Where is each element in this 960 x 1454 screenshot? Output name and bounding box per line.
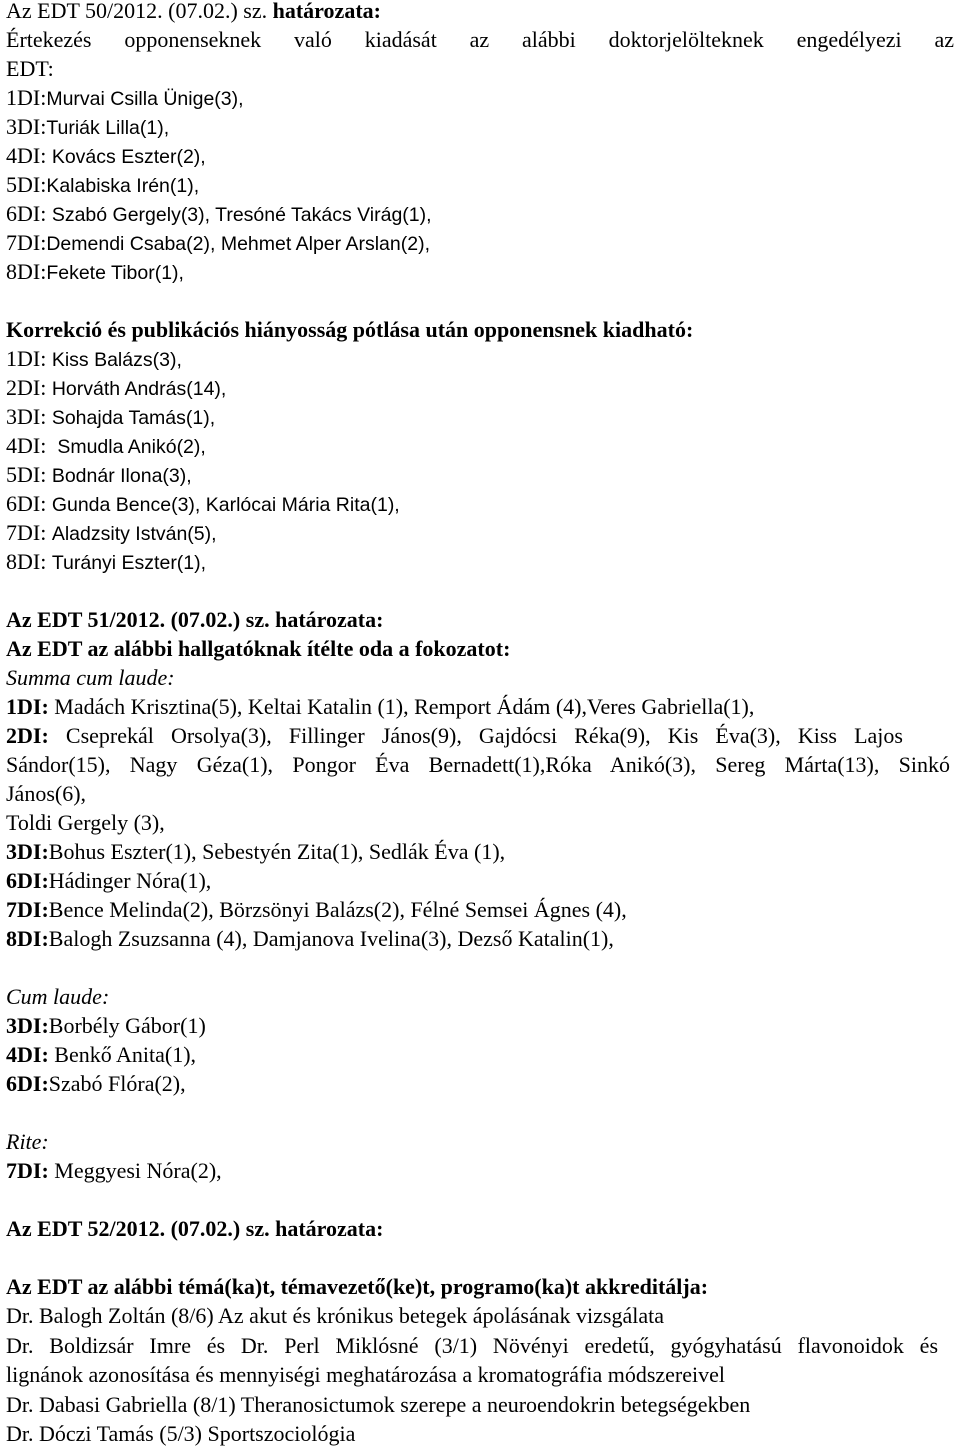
text-line (6, 1303, 664, 1329)
text-segment: Bence Melinda(2), Börzsönyi Balázs(2), Félné Semsei Ágnes (4), (48, 897, 627, 922)
text-segment: 3DI: (6, 1013, 49, 1038)
text-segment: Az EDT 52/2012. (07.02.) sz. (6, 1216, 276, 1241)
text-line (6, 868, 211, 894)
text-segment: Turányi Eszter(1), (51, 552, 207, 574)
text-line (6, 114, 169, 141)
text-segment: Toldi Gergely (3), (6, 810, 165, 835)
text-segment: 4DI: (6, 433, 58, 458)
text-line (6, 781, 86, 807)
text-line (6, 433, 206, 460)
text-segment: 8DI: (6, 926, 49, 951)
text-line (6, 1333, 938, 1359)
text-line (6, 1013, 206, 1039)
text-line (6, 27, 954, 53)
text-segment: Kiss Balázs(3), (51, 349, 182, 371)
text-line (6, 1392, 750, 1418)
text-segment: 2DI: (6, 375, 52, 400)
text-line (6, 1274, 708, 1300)
text-segment: Kovács Eszter(2), (51, 146, 206, 168)
text-line (6, 462, 192, 489)
text-line (6, 1362, 725, 1388)
text-segment: Az EDT az alábbi témá(ka)t, témavezető(ke)t, programo(ka)t akkreditálja: (6, 1274, 709, 1299)
text-segment: Dr. Balogh Zoltán (8/6) Az akut és krónikus betegek ápolásának vizsgálata (6, 1303, 664, 1328)
text-segment: Bohus Eszter(1), Sebestyén Zita(1), Sedlák Éva (1), (48, 839, 506, 864)
text-segment: 5DI: (6, 462, 52, 487)
text-line (6, 317, 693, 343)
text-segment: Fekete Tibor(1), (46, 262, 184, 284)
text-line (6, 752, 950, 778)
text-line (6, 143, 206, 170)
text-line (6, 1421, 355, 1447)
text-line (6, 346, 182, 373)
text-line (6, 926, 614, 952)
text-line (6, 723, 903, 749)
text-segment: Dr. Dabasi Gabriella (8/1) Theranosictumok szerepe a neuroendokrin betegségekben (6, 1392, 751, 1417)
text-segment: 4DI: (6, 1042, 55, 1067)
text-segment: 7DI: (6, 897, 49, 922)
text-line (6, 172, 199, 199)
text-line (6, 491, 400, 518)
text-line (6, 375, 226, 402)
text-segment: Az EDT 50/2012. (07.02.) sz. (6, 0, 273, 23)
text-segment: Dr. Dóczi Tamás (5/3) Sportszociológia (6, 1421, 356, 1446)
text-segment: 3DI: (6, 114, 47, 139)
text-segment: lignánok azonosítása és mennyiségi meghatározása a kromatográfia módszereivel (6, 1362, 726, 1387)
text-segment: Benkő Anita(1), (54, 1042, 197, 1067)
text-segment: 6DI: (6, 1071, 49, 1096)
text-segment: Madách Krisztina(5), Keltai Katalin (1), Remport Ádám (4),Veres Gabriella(1), (54, 694, 755, 719)
text-segment: Hádinger Nóra(1), (48, 868, 212, 893)
text-segment: 6DI: (6, 868, 49, 893)
text-line (6, 259, 184, 286)
text-line (6, 984, 109, 1010)
text-segment: Murvai Csilla Ünige(3), (46, 88, 244, 110)
text-line (6, 549, 206, 576)
text-segment: 6DI: (6, 201, 52, 226)
text-segment: EDT: (6, 56, 54, 81)
text-line (6, 1071, 186, 1097)
text-segment: Smudla Anikó(2), (57, 436, 206, 458)
text-line (6, 1158, 222, 1184)
text-segment: Dr. Boldizsár Imre és Dr. Perl Miklósné (3/1) Növényi eredetű, gyógyhatású flavonoidok és (6, 1333, 938, 1358)
text-segment: 7DI: (6, 520, 52, 545)
text-segment: 2DI: (6, 723, 66, 748)
text-segment: határozata: (272, 0, 381, 23)
text-segment: Gunda Bence(3), Karlócai Mária Rita(1), (51, 494, 400, 516)
text-line (6, 636, 510, 662)
text-segment: határozata: (275, 1216, 384, 1241)
text-segment: Cum laude: (6, 984, 110, 1009)
text-line (6, 230, 430, 257)
text-line (6, 694, 754, 720)
text-segment: Horváth András(14), (51, 378, 227, 400)
text-segment: Borbély Gábor(1) (48, 1013, 206, 1038)
text-line (6, 897, 627, 923)
text-segment: 4DI: (6, 143, 52, 168)
text-line (6, 1129, 49, 1155)
text-line (6, 0, 381, 24)
text-line (6, 56, 54, 82)
text-segment: Rite: (6, 1129, 49, 1154)
text-segment: Cseprekál Orsolya(3), Fillinger János(9), Gajdócsi Réka(9), Kis Éva(3), Kiss Lajos (65, 723, 903, 748)
text-line (6, 404, 215, 431)
text-segment: Sándor(15), Nagy Géza(1), Pongor Éva Bernadett(1),Róka Anikó(3), Sereg Márta(13), Sinkó (6, 752, 950, 777)
text-segment: Szabó Gergely(3), Tresóné Takács Virág(1), (51, 204, 432, 226)
text-segment: Korrekció és publikációs hiányosság pótlása után opponensnek kiadható: (6, 317, 694, 342)
text-line (6, 839, 505, 865)
text-segment: Értekezés opponenseknek való kiadását az alábbi doktorjelölteknek engedélyezi az (6, 27, 954, 52)
text-segment: 3DI: (6, 404, 52, 429)
text-segment: 1DI: (6, 85, 47, 110)
text-line (6, 607, 383, 633)
text-segment: Meggyesi Nóra(2), (54, 1158, 222, 1183)
text-line (6, 1216, 383, 1242)
text-line (6, 201, 432, 228)
text-line (6, 665, 175, 691)
text-segment: Bodnár Ilona(3), (51, 465, 192, 487)
text-segment: Az EDT az alábbi hallgatóknak ítélte oda a fokozatot: (6, 636, 511, 661)
text-segment: Balogh Zsuzsanna (4), Damjanova Ivelina(3), Dezső Katalin(1), (48, 926, 614, 951)
text-segment: 6DI: (6, 491, 52, 516)
text-segment: János(6), (6, 781, 87, 806)
text-line (6, 85, 244, 112)
text-line (6, 810, 165, 836)
text-line (6, 520, 217, 547)
text-segment: 3DI: (6, 839, 49, 864)
text-segment: Turiák Lilla(1), (46, 117, 170, 139)
text-segment: Kalabiska Irén(1), (46, 175, 200, 197)
text-segment: 8DI: (6, 549, 52, 574)
text-segment: 7DI: (6, 230, 47, 255)
text-segment: 8DI: (6, 259, 47, 284)
text-segment: Az EDT 51/2012. (07.02.) sz. (6, 607, 276, 632)
text-line (6, 1042, 196, 1068)
text-segment: 1DI: (6, 694, 55, 719)
text-segment: Demendi Csaba(2), Mehmet Alper Arslan(2), (46, 233, 430, 255)
text-segment: Aladzsity István(5), (51, 523, 217, 545)
text-segment: 5DI: (6, 172, 47, 197)
text-segment: 1DI: (6, 346, 52, 371)
text-segment: határozata: (275, 607, 384, 632)
text-segment: 7DI: (6, 1158, 55, 1183)
text-segment: Sohajda Tamás(1), (51, 407, 216, 429)
text-segment: Szabó Flóra(2), (48, 1071, 186, 1096)
text-segment: Summa cum laude: (6, 665, 175, 690)
